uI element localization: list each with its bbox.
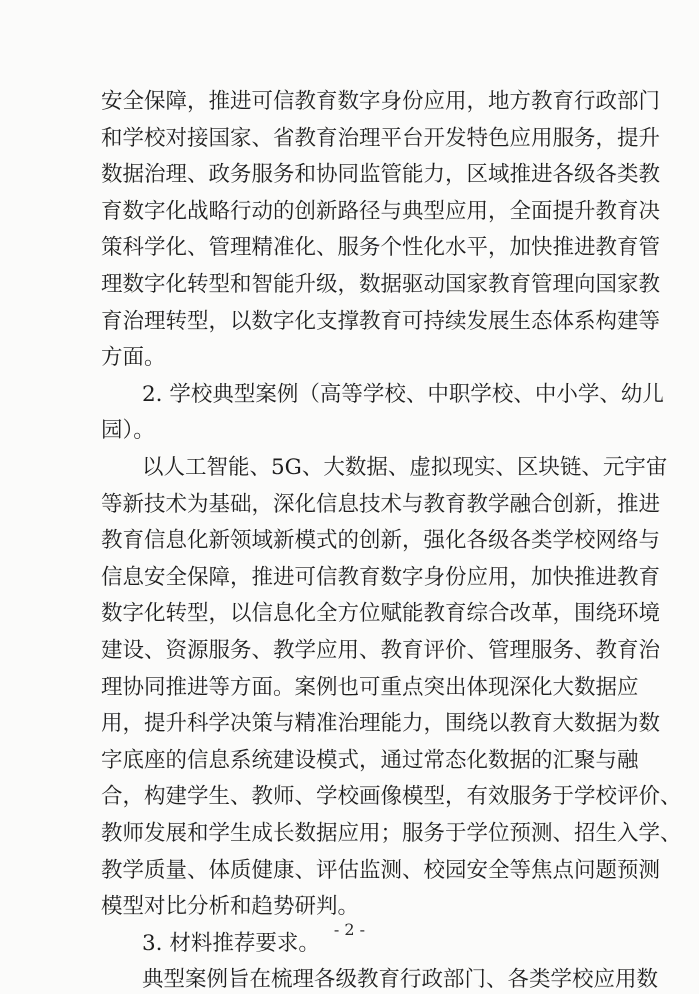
body-text-line: 典型案例旨在梳理各级教育行政部门、各类学校应用数 [142,967,659,993]
body-text-line: 模型对比分析和趋势研判。 [101,894,360,920]
section-heading-line: 园）。 [101,418,155,444]
body-text-line: 教师发展和学生成长数据应用；服务于学位预测、招生入学、 [101,821,682,846]
body-text-line: 和学校对接国家、省教育治理平台开发特色应用服务，提升 [101,125,661,151]
body-text-line: 方面。 [101,345,166,371]
body-text-line: 字底座的信息系统建设模式，通过常态化数据的汇聚与融 [101,747,639,773]
body-text-line: 理数字化转型和智能升级，数据驱动国家教育管理向国家教 [101,272,661,297]
section-heading-line: 2. 学校典型案例（高等学校、中职学校、中小学、幼儿 [142,381,664,407]
section-heading-line: 3. 材料推荐要求。 [142,930,320,956]
body-text-line: 育治理转型，以数字化支撑教育可持续发展生态体系构建等 [101,308,661,334]
body-text-line: 用，提升科学决策与精准治理能力，围绕以教育大数据为数 [101,711,661,737]
body-text-line: 数据治理、政务服务和协同监管能力，区域推进各级各类教 [101,162,661,188]
body-text-line: 教学质量、体质健康、评估监测、校园安全等焦点问题预测 [101,857,661,883]
body-text-line: 理协同推进等方面。案例也可重点突出体现深化大数据应 [101,674,639,700]
body-text-line: 建设、资源服务、教学应用、教育评价、管理服务、教育治 [101,638,661,663]
body-text-line: 等新技术为基础，深化信息技术与教育教学融合创新，推进 [101,491,661,517]
body-text-line: 合，构建学生、教师、学校画像模型，有效服务于学校评价、 [101,784,682,810]
body-text-line: 策科学化、管理精准化、服务个性化水平，加快推进教育管 [101,235,661,261]
body-text-line: 信息安全保障，推进可信教育数字身份应用，加快推进教育 [101,564,661,590]
body-text-line: 安全保障，推进可信教育数字身份应用，地方教育行政部门 [101,89,661,114]
body-text-line: 数字化转型，以信息化全方位赋能教育综合改革，围绕环境 [101,601,661,627]
body-text-line: 育数字化战略行动的创新路径与典型应用，全面提升教育决 [101,198,661,224]
body-text-line: 教育信息化新领域新模式的创新，强化各级各类学校网络与 [101,528,661,554]
body-text-line: 以人工智能、5G、大数据、虚拟现实、区块链、元宇宙 [142,455,668,480]
page-number: - 2 - [333,920,366,939]
